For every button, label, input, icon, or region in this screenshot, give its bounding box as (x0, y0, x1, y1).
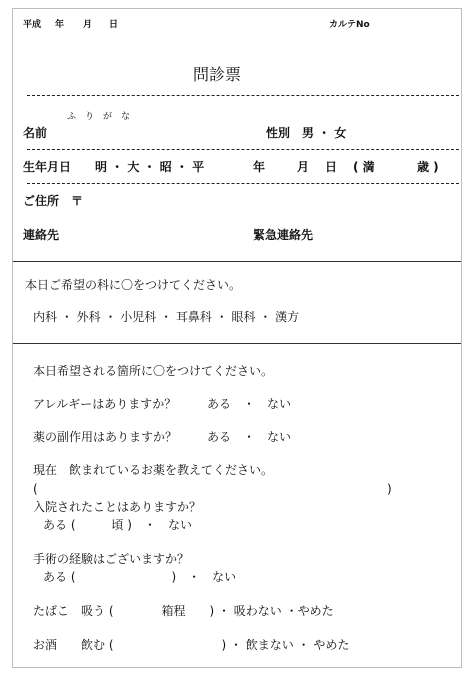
alcohol-question: お酒 飲む ( ) ・ 飲まない ・ やめた (33, 638, 350, 652)
department-prompt: 本日ご希望の科に〇をつけてください。 (25, 278, 242, 292)
allergy-answer: ある ・ ない (207, 397, 292, 411)
tobacco-question: たばこ 吸う ( 箱程 ) ・ 吸わない ・やめた (33, 604, 334, 618)
era-label: 平成 (23, 20, 42, 30)
month-label: 月 (83, 20, 93, 30)
section-divider (13, 343, 461, 344)
birth-date-label: 生年月日 (23, 160, 72, 174)
department-options: 内科 ・ 外科 ・ 小児科 ・ 耳鼻科 ・ 眼科 ・ 漢方 (33, 310, 300, 324)
divider (27, 95, 459, 96)
birth-day-label: 日 (325, 160, 338, 174)
side-effect-answer: ある ・ ない (207, 430, 292, 444)
furigana-label: ふ り が な (67, 112, 131, 122)
medicine-paren-close: ) (387, 482, 392, 496)
sex-label: 性別 男 ・ 女 (266, 126, 347, 140)
emergency-contact-label: 緊急連絡先 (253, 228, 314, 242)
surgery-answer: ある ( ) ・ ない (43, 570, 237, 584)
medicine-paren-open: ( (33, 482, 38, 496)
area-prompt: 本日希望される箇所に〇をつけてください。 (33, 364, 274, 378)
address-label: ご住所 〒 (23, 194, 84, 208)
hospital-question: 入院されたことはありますか？ (33, 500, 202, 514)
age-open-label: ( 満 (353, 160, 375, 174)
surgery-question: 手術の経験はございますか？ (33, 552, 190, 566)
page-title: 問診票 (193, 65, 242, 84)
hospital-answer: ある ( 頃 ) ・ ない (43, 518, 192, 532)
birth-era-options: 明 ・ 大 ・ 昭 ・ 平 (95, 160, 205, 174)
divider (27, 149, 459, 150)
year-label: 年 (55, 20, 65, 30)
contact-label: 連絡先 (23, 228, 60, 242)
side-effect-question: 薬の副作用はありますか？ (33, 430, 178, 444)
questionnaire-sheet (12, 8, 462, 668)
medicine-question: 現在 飲まれているお薬を教えてください。 (33, 463, 274, 477)
age-close-label: 歳 ) (417, 160, 439, 174)
allergy-question: アレルギーはありますか？ (33, 397, 177, 411)
name-label: 名前 (23, 126, 48, 140)
birth-month-label: 月 (297, 160, 310, 174)
section-divider (13, 261, 461, 262)
divider (27, 183, 459, 184)
birth-year-label: 年 (253, 160, 266, 174)
day-label: 日 (109, 20, 119, 30)
chart-number-label: カルテNo (329, 20, 370, 30)
